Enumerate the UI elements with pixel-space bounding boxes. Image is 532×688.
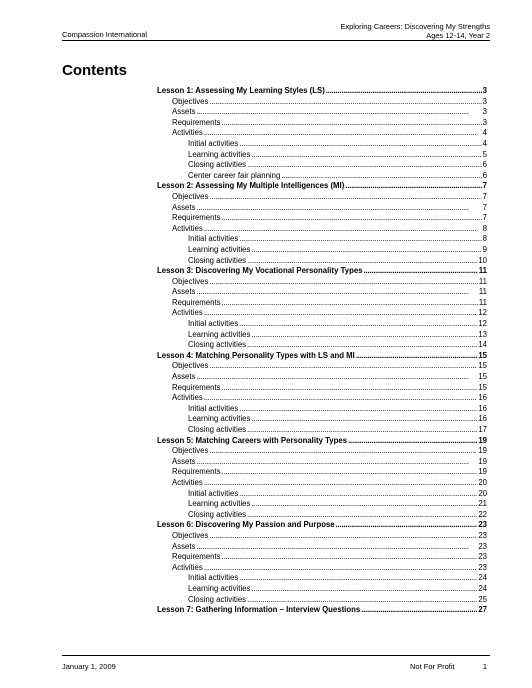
toc-dot-leader [251, 414, 477, 425]
toc-dot-leader [348, 436, 477, 447]
toc-entry[interactable] [157, 308, 487, 319]
contents-heading: Contents [62, 62, 127, 79]
toc-entry[interactable] [157, 256, 487, 267]
toc-dot-leader [222, 552, 478, 563]
toc-entry-label: Assets [172, 541, 196, 551]
toc-dot-leader [196, 287, 478, 298]
toc-entry[interactable] [157, 245, 487, 256]
toc-dot-leader [196, 203, 481, 214]
toc-dot-leader [239, 319, 477, 330]
toc-entry-page: 20 [478, 488, 487, 498]
toc-entry-label: Learning activities [188, 329, 251, 339]
toc-entry-label: Lesson 7: Gathering Information – Interview Questions [157, 605, 361, 615]
toc-entry-label: Lesson 1: Assessing My Learning Styles (LS) [157, 86, 325, 95]
toc-entry[interactable] [157, 298, 487, 309]
toc-entry-label: Learning activities [188, 583, 251, 593]
toc-entry[interactable] [157, 160, 487, 171]
toc-entry-label: Closing activities [188, 255, 247, 265]
toc-entry-page: 6 [482, 160, 487, 170]
toc-dot-leader [361, 605, 477, 616]
toc-dot-leader [247, 425, 477, 436]
toc-entry-page: 17 [478, 425, 487, 434]
toc-entry[interactable] [157, 118, 487, 129]
toc-entry-page: 25 [478, 594, 487, 604]
toc-dot-leader [222, 118, 482, 129]
toc-entry[interactable] [157, 383, 487, 394]
toc-entry-page: 11 [478, 266, 487, 276]
toc-entry-page: 15 [478, 361, 487, 371]
toc-entry-page: 19 [478, 456, 487, 466]
toc-dot-leader [209, 446, 477, 457]
toc-dot-leader [326, 86, 482, 97]
toc-entry[interactable] [157, 192, 487, 203]
toc-entry-page: 20 [478, 477, 487, 487]
toc-entry-label: Objectives [172, 530, 209, 540]
toc-entry[interactable] [157, 446, 487, 457]
toc-entry-label: Learning activities [188, 244, 251, 254]
toc-entry-label: Assets [172, 287, 196, 297]
header-document-title [340, 22, 490, 40]
toc-entry-page: 3 [482, 86, 487, 95]
toc-dot-leader [222, 298, 478, 309]
toc-entry-label: Objectives [172, 446, 209, 456]
footer-rule [62, 655, 490, 656]
toc-entry-label: Initial activities [188, 234, 239, 244]
toc-entry-page: 23 [478, 541, 487, 551]
toc-dot-leader [364, 266, 478, 277]
toc-entry-page: 9 [482, 244, 487, 254]
toc-entry-page: 5 [482, 149, 487, 159]
toc-dot-leader [209, 361, 477, 372]
toc-dot-leader [196, 372, 477, 383]
toc-entry-label: Lesson 3: Discovering My Vocational Personality Types [157, 266, 363, 276]
footer-date: January 1, 2009 [62, 662, 116, 671]
toc-entry-page: 4 [482, 138, 487, 148]
toc-entry[interactable] [157, 319, 487, 330]
toc-dot-leader [209, 97, 481, 108]
toc-entry-page: 24 [478, 583, 487, 593]
toc-dot-leader [251, 584, 477, 595]
toc-entry-page: 16 [478, 403, 487, 413]
toc-dot-leader [222, 467, 478, 478]
toc-dot-leader [204, 128, 482, 139]
toc-dot-leader [247, 256, 477, 267]
toc-entry-label: Learning activities [188, 414, 251, 424]
toc-dot-leader [247, 340, 477, 351]
toc-entry[interactable] [157, 404, 487, 415]
toc-entry[interactable] [157, 128, 487, 139]
toc-entry-page: 7 [482, 202, 487, 212]
toc-entry-page: 24 [478, 573, 487, 583]
toc-entry-label: Initial activities [188, 319, 239, 329]
toc-entry-page: 10 [478, 255, 487, 265]
toc-entry[interactable] [157, 595, 487, 606]
toc-entry-label: Requirements [172, 467, 221, 477]
toc-entry-page: 11 [478, 297, 487, 307]
toc-dot-leader [356, 351, 477, 362]
toc-entry-page: 15 [478, 382, 487, 392]
toc-entry-page: 15 [478, 350, 487, 360]
toc-dot-leader [196, 542, 477, 553]
table-of-contents [157, 86, 487, 616]
toc-entry[interactable] [157, 277, 487, 288]
toc-entry-label: Requirements [172, 297, 221, 307]
toc-entry-page: 27 [478, 605, 487, 615]
toc-entry[interactable] [157, 340, 487, 351]
toc-lesson-entry[interactable] [157, 266, 487, 277]
toc-entry-label: Lesson 6: Discovering My Passion and Purpose [157, 520, 335, 530]
toc-entry-label: Assets [172, 456, 196, 466]
toc-dot-leader [222, 213, 482, 224]
toc-entry-label: Lesson 5: Matching Careers with Personality Types [157, 435, 348, 445]
toc-entry[interactable] [157, 573, 487, 584]
toc-entry[interactable] [157, 372, 487, 383]
toc-entry[interactable] [157, 234, 487, 245]
toc-dot-leader [204, 308, 478, 319]
toc-entry[interactable] [157, 150, 487, 161]
toc-entry[interactable] [157, 552, 487, 563]
toc-entry[interactable] [157, 531, 487, 542]
toc-entry-label: Activities [172, 308, 203, 318]
toc-entry[interactable] [157, 542, 487, 553]
toc-dot-leader [239, 139, 481, 150]
toc-dot-leader [251, 150, 481, 161]
toc-entry-page: 23 [478, 562, 487, 572]
toc-dot-leader [336, 520, 478, 531]
toc-entry[interactable] [157, 330, 487, 341]
toc-dot-leader [251, 499, 477, 510]
header-rule [62, 40, 490, 41]
toc-entry-label: Closing activities [188, 509, 247, 519]
toc-entry-page: 4 [482, 128, 487, 138]
toc-entry-label: Center career fair planning [188, 170, 281, 180]
toc-entry[interactable] [157, 478, 487, 489]
toc-entry[interactable] [157, 203, 487, 214]
toc-dot-leader [239, 489, 477, 500]
toc-entry-label: Objectives [172, 96, 209, 106]
toc-entry-page: 8 [482, 223, 487, 233]
toc-entry[interactable] [157, 139, 487, 150]
toc-entry-label: Lesson 2: Assessing My Multiple Intelligences (MI) [157, 181, 345, 191]
toc-entry-label: Initial activities [188, 403, 239, 413]
toc-dot-leader [204, 478, 478, 489]
toc-entry-label: Objectives [172, 191, 209, 201]
toc-entry-page: 12 [478, 319, 487, 329]
toc-entry-label: Assets [172, 107, 196, 117]
toc-entry-page: 3 [482, 117, 487, 127]
toc-entry-label: Requirements [172, 382, 221, 392]
toc-entry-label: Activities [172, 128, 203, 138]
toc-entry-label: Objectives [172, 361, 209, 371]
toc-entry-label: Requirements [172, 117, 221, 127]
toc-dot-leader [247, 595, 477, 606]
toc-entry-label: Activities [172, 477, 203, 487]
toc-entry-label: Objectives [172, 276, 209, 286]
toc-entry[interactable] [157, 510, 487, 521]
toc-entry-page: 19 [478, 435, 487, 445]
toc-entry-label: Learning activities [188, 499, 251, 509]
toc-entry-page: 21 [478, 499, 487, 509]
toc-entry[interactable] [157, 425, 487, 436]
toc-dot-leader [247, 510, 477, 521]
toc-entry-label: Lesson 4: Matching Personality Types with LS and MI [157, 350, 355, 360]
toc-lesson-entry[interactable] [157, 181, 487, 192]
toc-entry[interactable] [157, 584, 487, 595]
toc-lesson-entry[interactable] [157, 605, 487, 616]
toc-dot-leader [209, 192, 481, 203]
toc-entry-page: 7 [482, 191, 487, 201]
toc-entry-page: 11 [478, 287, 487, 297]
toc-entry-label: Activities [172, 393, 203, 403]
toc-dot-leader [204, 393, 478, 404]
toc-entry-page: 11 [478, 276, 487, 286]
toc-entry[interactable] [157, 467, 487, 478]
toc-entry-label: Initial activities [188, 138, 239, 148]
toc-entry-page: 23 [478, 520, 487, 530]
toc-entry-label: Requirements [172, 552, 221, 562]
toc-entry-page: 3 [482, 96, 487, 106]
toc-entry-label: Activities [172, 223, 203, 233]
footer-notice: Not For Profit [410, 662, 455, 671]
toc-dot-leader [247, 160, 482, 171]
toc-entry-label: Closing activities [188, 160, 247, 170]
toc-entry-label: Closing activities [188, 594, 247, 604]
toc-entry-label: Learning activities [188, 149, 251, 159]
toc-entry-label: Closing activities [188, 425, 247, 434]
toc-entry-page: 23 [478, 530, 487, 540]
toc-dot-leader [209, 531, 477, 542]
toc-entry-page: 19 [478, 446, 487, 456]
toc-entry[interactable] [157, 393, 487, 404]
header-organization: Compassion International [62, 30, 148, 39]
toc-entry[interactable] [157, 171, 487, 182]
toc-entry-page: 7 [482, 213, 487, 223]
toc-entry-page: 23 [478, 552, 487, 562]
toc-entry-page: 14 [478, 340, 487, 350]
toc-entry-page: 13 [478, 329, 487, 339]
toc-entry-page: 16 [478, 393, 487, 403]
toc-entry-label: Initial activities [188, 573, 239, 583]
toc-dot-leader [209, 277, 478, 288]
toc-dot-leader [204, 224, 482, 235]
toc-dot-leader [222, 383, 478, 394]
toc-entry[interactable] [157, 499, 487, 510]
toc-entry-label: Closing activities [188, 340, 247, 350]
toc-dot-leader [239, 234, 481, 245]
toc-dot-leader [196, 457, 477, 468]
toc-entry-label: Activities [172, 562, 203, 572]
toc-entry-label: Initial activities [188, 488, 239, 498]
toc-entry-page: 15 [478, 372, 487, 382]
toc-entry[interactable] [157, 287, 487, 298]
toc-dot-leader [281, 171, 481, 182]
toc-entry[interactable] [157, 224, 487, 235]
toc-lesson-entry[interactable] [157, 520, 487, 531]
toc-entry-page: 22 [478, 509, 487, 519]
toc-entry[interactable] [157, 563, 487, 574]
toc-entry-page: 19 [478, 467, 487, 477]
toc-entry-page: 8 [482, 234, 487, 244]
toc-dot-leader [251, 330, 477, 341]
toc-entry[interactable] [157, 457, 487, 468]
toc-dot-leader [239, 573, 477, 584]
toc-entry[interactable] [157, 489, 487, 500]
toc-entry[interactable] [157, 97, 487, 108]
toc-entry-page: 12 [478, 308, 487, 318]
footer-page-number: 1 [482, 662, 487, 671]
toc-dot-leader [204, 563, 478, 574]
toc-entry-page: 6 [482, 170, 487, 180]
toc-entry[interactable] [157, 414, 487, 425]
toc-lesson-entry[interactable] [157, 436, 487, 447]
toc-entry-label: Requirements [172, 213, 221, 223]
toc-dot-leader [239, 404, 477, 415]
header-title-line-2: Ages 12-14, Year 2 [426, 31, 490, 40]
toc-dot-leader [345, 181, 481, 192]
toc-lesson-entry[interactable] [157, 351, 487, 362]
toc-entry-label: Assets [172, 202, 196, 212]
toc-entry-label: Assets [172, 372, 196, 382]
toc-dot-leader [251, 245, 481, 256]
toc-lesson-entry[interactable] [157, 86, 487, 97]
toc-entry-page: 3 [482, 107, 487, 117]
toc-entry[interactable] [157, 107, 487, 118]
toc-entry-page: 16 [478, 414, 487, 424]
toc-entry-page: 7 [482, 181, 487, 191]
toc-dot-leader [196, 107, 481, 118]
header-title-line-1: Exploring Careers: Discovering My Strengths [340, 22, 490, 31]
toc-entry[interactable] [157, 361, 487, 372]
toc-entry[interactable] [157, 213, 487, 224]
